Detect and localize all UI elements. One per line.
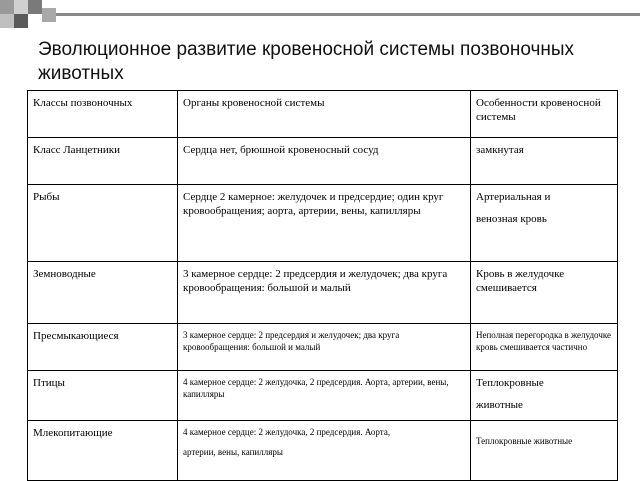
table-cell [471, 185, 618, 262]
table-cell: Кровь в желудочке смешивается [471, 262, 618, 324]
comparison-table [27, 90, 618, 481]
cell-line: Теплокровные [476, 377, 544, 389]
deco-bar [56, 13, 640, 16]
table-row [28, 371, 618, 421]
table-cell: Особенности кровеносной системы [471, 91, 618, 138]
cell-line: венозная кровь [476, 213, 547, 225]
table-cell: 3 камерное сердце: 2 предсердия и желудочек; два круга кровообращения: большой и малый [178, 324, 471, 371]
table-cell: 4 камерное сердце: 2 желудочка, 2 предсердия. Аорта, артерии, вены, капилляры [178, 371, 471, 421]
table-cell: Птицы [28, 371, 178, 421]
deco-square [28, 0, 42, 14]
table-cell: Пресмыкающиеся [28, 324, 178, 371]
table-row [28, 91, 618, 138]
cell-line: Теплокровные животные [476, 436, 573, 446]
table-cell: 3 камерное сердце: 2 предсердия и желудочек; два круга кровообращения: большой и малый [178, 262, 471, 324]
table-cell: Рыбы [28, 185, 178, 262]
deco-square [42, 8, 56, 22]
deco-square [0, 0, 14, 14]
table-cell [178, 421, 471, 481]
table-cell: Неполная перегородка в желудочке кровь смешивается частично [471, 324, 618, 371]
deco-square [14, 0, 28, 14]
table-row [28, 185, 618, 262]
table-cell: Земноводные [28, 262, 178, 324]
table-cell [471, 371, 618, 421]
table-row [28, 324, 618, 371]
decorative-header-squares [0, 0, 640, 30]
deco-square [0, 14, 14, 28]
table-cell: Классы позвоночных [28, 91, 178, 138]
table-row [28, 421, 618, 481]
table-cell: Органы кровеносной системы [178, 91, 471, 138]
table-cell: Млекопитающие [28, 421, 178, 481]
table-cell: замкнутая [471, 138, 618, 185]
cell-line: артерии, вены, капилляры [183, 447, 283, 457]
table-row [28, 138, 618, 185]
table-cell [471, 421, 618, 481]
cell-line: 4 камерное сердце: 2 желудочка, 2 предсердия. Аорта, [183, 427, 391, 437]
table-cell: Сердце 2 камерное: желудочек и предсердие; один круг кровообращения; аорта, артерии, вены, капилляры [178, 185, 471, 262]
cell-line: Артериальная и [476, 191, 551, 203]
page-title: Эволюционное развитие кровеносной системы позвоночных животных [38, 39, 575, 84]
table-cell: Класс Ланцетники [28, 138, 178, 185]
table-cell: Сердца нет, брюшной кровеносный сосуд [178, 138, 471, 185]
deco-square [14, 14, 28, 28]
table-row [28, 262, 618, 324]
cell-line: животные [476, 399, 523, 411]
